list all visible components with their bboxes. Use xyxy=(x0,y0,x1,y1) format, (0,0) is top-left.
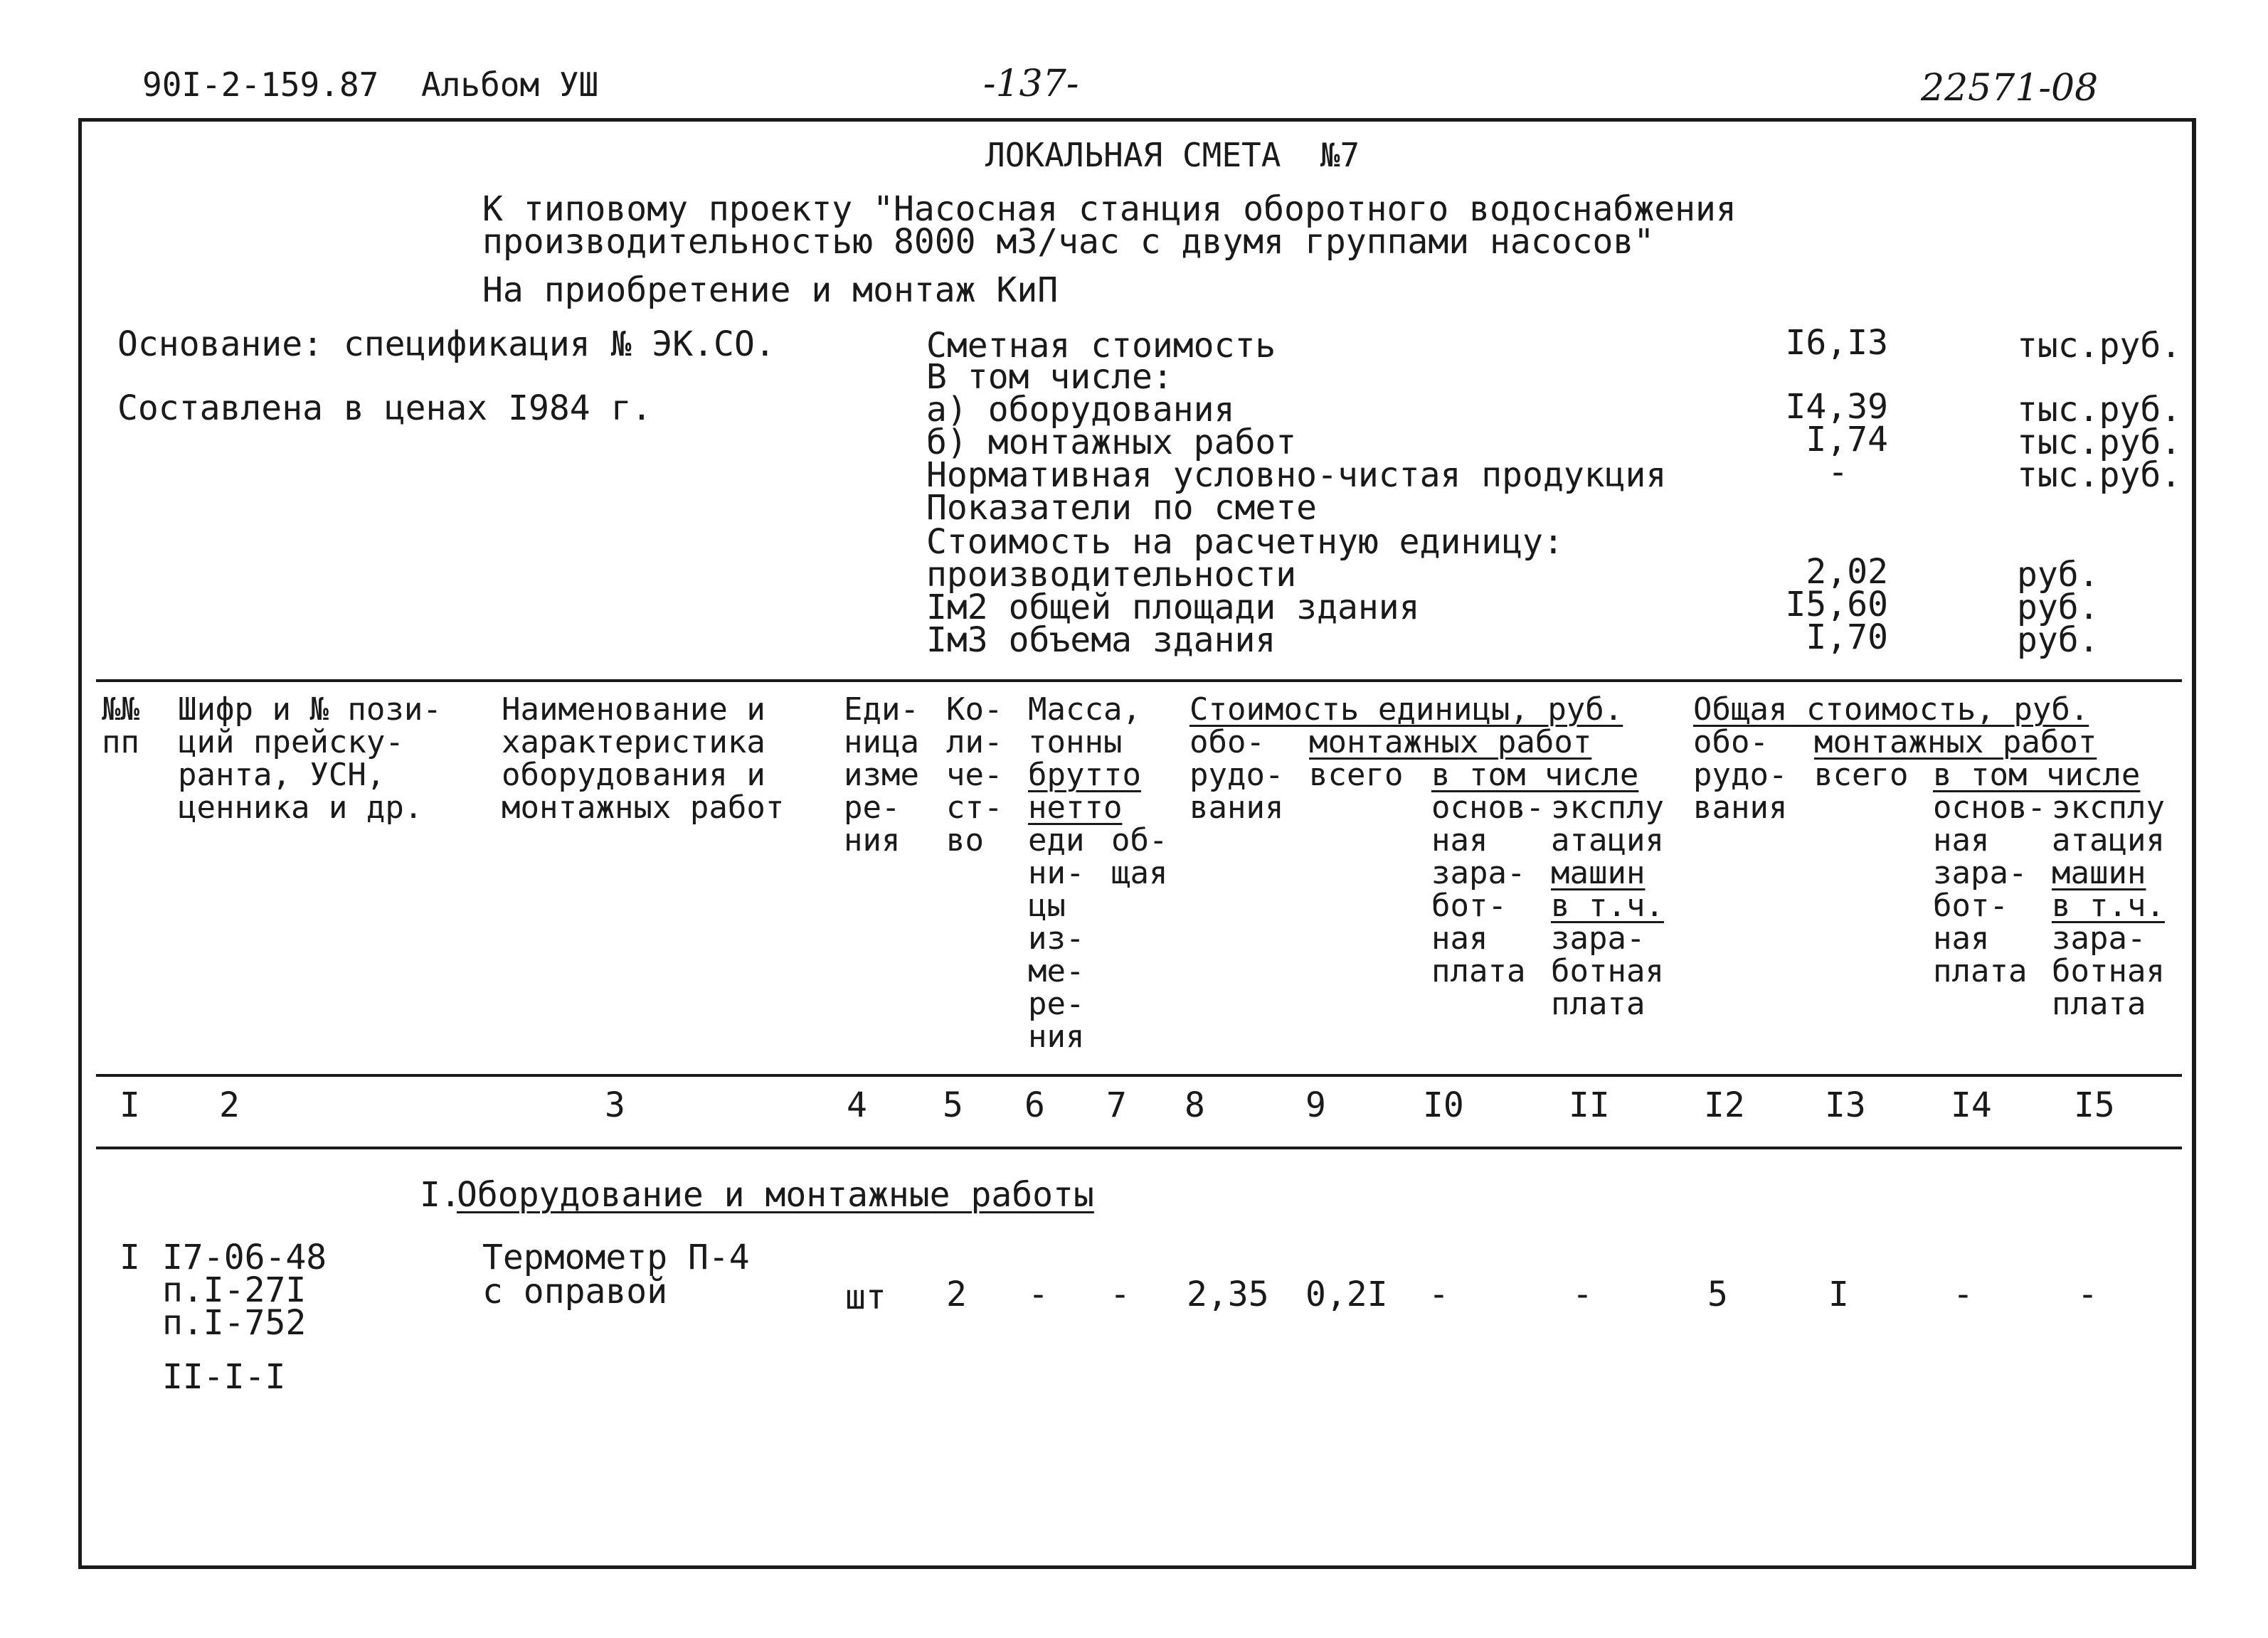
header-unit-osn: основ- ная зара- бот- ная плата xyxy=(1431,789,1544,989)
row-qty: 2 xyxy=(946,1275,967,1314)
row-unit-expl: - xyxy=(1572,1275,1593,1314)
row-unit-equip: 2,35 xyxy=(1187,1275,1269,1314)
project-line-2: производительностью 8000 м3/час с двумя группами насосов" xyxy=(482,222,1655,262)
summary-label: В том числе: xyxy=(926,357,1173,397)
column-number: 9 xyxy=(1305,1085,1326,1125)
row-code-extra: II-I-I xyxy=(162,1357,286,1397)
column-number: I0 xyxy=(1423,1085,1464,1125)
header-total-zp: зара- ботная плата xyxy=(2052,920,2165,1022)
header-total-mont: монтажных работ xyxy=(1814,724,2097,760)
header-total-equip: обо- рудо- вания xyxy=(1693,724,1788,826)
row-mass-unit: - xyxy=(1028,1275,1049,1314)
header-unit: Еди- ница изме ре- ния xyxy=(844,691,919,858)
column-number: I2 xyxy=(1704,1085,1745,1125)
album-label: Альбом УШ xyxy=(421,65,599,104)
summary-value: I4,39 xyxy=(1785,387,1888,427)
summary-label: Нормативная условно-чистая продукция xyxy=(926,455,1667,495)
row-name: Термометр П-4 с оправой xyxy=(482,1238,750,1312)
page-number: -137- xyxy=(983,63,1079,105)
row-code-line: п.I-27I xyxy=(162,1270,307,1310)
project-line-1: К типовому проекту "Насосная станция оборотного водоснабжения xyxy=(482,189,1737,229)
summary-unit: тыс.руб. xyxy=(2017,455,2182,495)
column-number: 3 xyxy=(605,1085,625,1125)
basis-line: Основание: спецификация № ЭК.СО. xyxy=(117,324,775,364)
column-number: 2 xyxy=(219,1085,240,1125)
doc-number: 22571-08 xyxy=(1921,67,2099,110)
row-unit-osn: - xyxy=(1429,1275,1449,1314)
column-number: I5 xyxy=(2074,1085,2115,1125)
header-mass-tonny: тонны xyxy=(1028,724,1123,760)
summary-unit: руб. xyxy=(2017,620,2099,660)
summary-unit: руб. xyxy=(2017,555,2099,595)
summary-label: Iм2 общей площади здания xyxy=(926,587,1420,627)
summary-label: а) оборудования xyxy=(926,390,1235,430)
summary-label: Сметная стоимость xyxy=(926,326,1276,366)
header-total-expl: эксплу атация xyxy=(2052,789,2165,858)
column-number: 8 xyxy=(1185,1085,1205,1125)
header-unit-expl: эксплу атация xyxy=(1551,789,1664,858)
column-number: I xyxy=(120,1085,140,1125)
column-numbers-top-rule xyxy=(96,1074,2182,1077)
prices-year-line: Составлена в ценах I984 г. xyxy=(117,388,652,428)
header-total-cost: Общая стоимость, руб. xyxy=(1693,691,2089,728)
summary-label: б) монтажных работ xyxy=(926,422,1297,462)
summary-value: 2,02 xyxy=(1806,552,1888,592)
column-numbers-bottom-rule xyxy=(96,1147,2182,1149)
column-number: I3 xyxy=(1825,1085,1866,1125)
row-total-expl: - xyxy=(2077,1275,2098,1314)
doc-code: 90I-2-159.87 xyxy=(142,65,379,104)
header-mass-unit: еди ни- цы из- ме- ре- ния xyxy=(1028,822,1085,1055)
column-number: 7 xyxy=(1106,1085,1127,1125)
row-unit-mont-total: 0,2I xyxy=(1305,1275,1388,1314)
row-code-line: I7-06-48 xyxy=(162,1238,327,1277)
header-mass-brutto: брутто xyxy=(1028,757,1141,793)
row-total-osn: - xyxy=(1953,1275,1973,1314)
column-number: II xyxy=(1569,1085,1610,1125)
header-name: Наименование и характеристика оборудования и монтажных работ xyxy=(502,691,785,826)
column-number: 6 xyxy=(1024,1085,1045,1125)
header-total-vsego: всего xyxy=(1814,757,1909,793)
summary-value: I6,I3 xyxy=(1785,323,1888,363)
header-num: №№ пп xyxy=(102,691,139,760)
column-number: I4 xyxy=(1951,1085,1992,1125)
column-number: 5 xyxy=(943,1085,963,1125)
header-unit-cost: Стоимость единицы, руб. xyxy=(1189,691,1623,728)
summary-unit: тыс.руб. xyxy=(2017,390,2182,430)
summary-label: Iм3 объема здания xyxy=(926,620,1276,660)
header-mass-netto: нетто xyxy=(1028,789,1123,826)
section-title: Оборудование и монтажные работы xyxy=(457,1175,1094,1215)
page-title: ЛОКАЛЬНАЯ СМЕТА №7 xyxy=(985,136,1360,174)
summary-unit: тыс.руб. xyxy=(2017,422,2182,462)
header-qty: Ко- ли- че- ст- во xyxy=(946,691,1003,858)
summary-value: I5,60 xyxy=(1785,585,1888,624)
summary-value: I,74 xyxy=(1806,420,1888,459)
header-unit-machines: машин xyxy=(1551,855,1646,891)
purpose-line: На приобретение и монтаж КиП xyxy=(482,270,1059,310)
row-total-equip: 5 xyxy=(1707,1275,1728,1314)
row-total-mont: I xyxy=(1828,1275,1849,1314)
header-unit-equip: обо- рудо- вания xyxy=(1189,724,1284,826)
column-number: 4 xyxy=(847,1085,867,1125)
summary-unit: тыс.руб. xyxy=(2017,326,2182,366)
header-total-osn: основ- ная зара- бот- ная плата xyxy=(1933,789,2046,989)
header-mass-total: об- щая xyxy=(1111,822,1168,891)
header-unit-mont: монтажных работ xyxy=(1309,724,1592,760)
header-unit-zp: зара- ботная плата xyxy=(1551,920,1664,1022)
summary-value: I,70 xyxy=(1806,617,1888,657)
header-total-vtch: в том числе xyxy=(1933,757,2141,793)
row-code-line: п.I-752 xyxy=(162,1303,307,1343)
row-mass-total: - xyxy=(1110,1275,1130,1314)
header-unit-tch: в т.ч. xyxy=(1551,888,1664,924)
header-total-machines: машин xyxy=(2052,855,2146,891)
summary-value: - xyxy=(1828,452,1848,492)
section-number: I. xyxy=(420,1175,461,1215)
header-mass-title: Масса, xyxy=(1028,691,1141,728)
header-total-tch: в т.ч. xyxy=(2052,888,2165,924)
header-unit-vtch: в том числе xyxy=(1431,757,1639,793)
row-unit: шт xyxy=(845,1277,886,1317)
header-code: Шифр и № пози- ций прейску- ранта, УСН, ценника и др. xyxy=(178,691,442,826)
summary-label: производительности xyxy=(926,555,1297,595)
summary-unit: руб. xyxy=(2017,587,2099,627)
summary-label: Стоимость на расчетную единицу: xyxy=(926,522,1564,562)
row-number: I xyxy=(120,1238,140,1277)
summary-label: Показатели по смете xyxy=(926,488,1318,528)
header-unit-vsego: всего xyxy=(1309,757,1404,793)
table-top-rule xyxy=(96,679,2182,682)
